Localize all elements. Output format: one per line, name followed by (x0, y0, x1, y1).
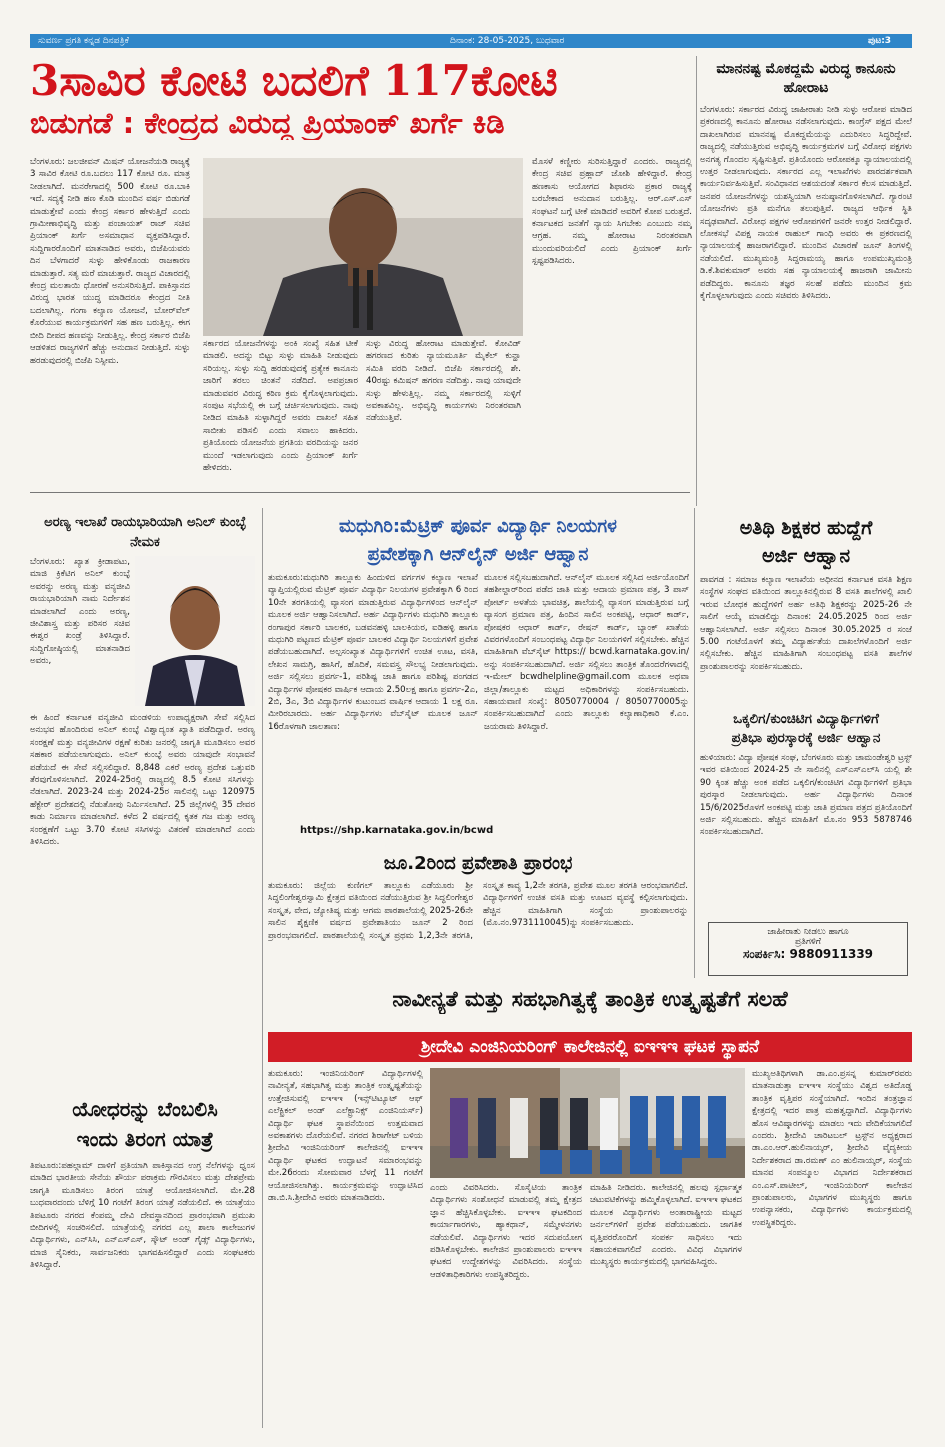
side-story-headline: ಮಾನನಷ್ಟ ಮೊಕದ್ದಮೆ ವಿರುದ್ಧ ಕಾನೂನು ಹೋರಾಟ (716, 61, 896, 96)
lead-headline-line2: ಬಿಡುಗಡೆ : ಕೇಂದ್ರದ ವಿರುದ್ಧ ಪ್ರಿಯಾಂಕ್ ಖರ್ಗೆ ಕಿಡಿ (30, 106, 505, 140)
kumble-intro: ಬೆಂಗಳೂರು: ಖ್ಯಾತ ಕ್ರೀಡಾಪಟು, ಮಾಜಿ ಕ್ರಿಕೆಟಿಗ ಅನಿಲ್ ಕುಂಬ್ಳೆ ಅವರನ್ನು ಅರಣ್ಯ ಮತ್ತು ವನ್ಯಜೀವಿ ರಾಯಭಾರಿಯಾಗಿ ನಾಮ ನಿರ್ದೇಶನ ಮಾಡಲಾಗಿದೆ ಎಂದು ಅರಣ್ಯ, ಜೀವಿಶಾಸ್ತ್ರ ಮತ್ತು ಪರಿಸರ ಸಚಿವ ಈಶ್ವರ ಖಂಡ್ರೆ ತಿಳಿಸಿದ್ದಾರೆ. ಸುದ್ದಿಗೋಷ್ಠಿಯಲ್ಲಿ ಮಾತನಾಡಿದ ಅವರು, (30, 557, 130, 667)
advert-box (708, 922, 908, 976)
scholarship-headline-line2: ಪ್ರತಿಭಾ ಪುರಸ್ಕಾರಕ್ಕೆ ಅರ್ಜಿ ಆಹ್ವಾನ (731, 730, 881, 746)
kumble-text: ಈ ಹಿಂದೆ ಕರ್ನಾಟಕ ವನ್ಯಜೀವಿ ಮಂಡಳಿಯ ಉಪಾಧ್ಯಕ್ಷರಾಗಿ ಸೇವೆ ಸಲ್ಲಿಸಿದ ಅನುಭವ ಹೊಂದಿರುವ ಅನಿಲ್ ಕುಂಬ್ಳೆ ವಿಶ್ವಾದ್ಯಂತ ಖ್ಯಾತಿ ಪಡೆದಿದ್ದಾರೆ. ಅರಣ್ಯ ಸಂರಕ್ಷಣೆ ಮತ್ತು ವನ್ಯಜೀವಿಗಳ ರಕ್ಷಣೆ ಕುರಿತು ಜನರಲ್ಲಿ ಜಾಗೃತಿ ಮೂಡಿಸಲು ಅವರ ಸಹಕಾರ ಪಡೆಯಲಾಗುವುದು. ಅನಿಲ್ ಕುಂಬ್ಳೆ ಅವರು ಯಾವುದೇ ಸಂಭಾವನೆ ಪಡೆಯದೆ ಈ ಸೇವೆ ಸಲ್ಲಿಸಲಿದ್ದಾರೆ. 8,848 ಎಕರೆ ಅರಣ್ಯ ಪ್ರದೇಶ ಒತ್ತುವರಿ ತೆರವುಗೊಳಿಸಲಾಗಿದೆ. 2024-25ರಲ್ಲಿ ರಾಜ್ಯದಲ್ಲಿ 8.5 ಕೋಟಿ ಸಸಿಗಳನ್ನು ನೆಡಲಾಗಿದೆ. 2023-24 ಮತ್ತು 2024-25ರ ಸಾಲಿನಲ್ಲಿ ಒಟ್ಟು 120975 ಹೆಕ್ಟೇರ್ ಪ್ರದೇಶದಲ್ಲಿ ನೆಡುತೋಪು ನಿರ್ಮಿಸಲಾಗಿದೆ. 25 ಜಿಲ್ಲೆಗಳಲ್ಲಿ 35 ದೇವರ ಕಾಡು ನಿರ್ಮಾಣ ಮಾಡಲಾಗಿದೆ. ಕಳೆದ 2 ವರ್ಷದಲ್ಲಿ ಕೃತಕ ಗಜ ಮತ್ತು ಅರಣ್ಯ ಸಂರಕ್ಷಣೆಗೆ ಒಟ್ಟು 3.70 ಕೋಟಿ ಸಸಿಗಳನ್ನು ವಿತರಣೆ ಮಾಡಲಾಗಿದೆ ಎಂದು ತಿಳಿಸಿದರು. (30, 713, 255, 848)
minister-photo (203, 158, 523, 336)
issue-date: ದಿನಾಂಕ: 28-05-2025, ಬುಧವಾರ (450, 36, 565, 46)
lead-story-col1: ಬೆಂಗಳೂರು: ಜಲಜೀವನ್ ಮಿಷನ್ ಯೋಜನೆಯಡಿ ರಾಜ್ಯಕ್ಕೆ 3 ಸಾವಿರ ಕೋಟಿ ರೂ.ಬದಲು 117 ಕೋಟಿ ರೂ. ಮಾತ್ರ ನೀಡಲಾಗಿದೆ. ಮನರೇಗಾದಲ್ಲಿ 500 ಕೋಟಿ ರೂ.ಬಾಕಿ ಇದೆ. ಸದ್ಯಕ್ಕೆ ನೀಡಿ ಹಣ ಕೊಡಿ ಮುಂದಿನ ವರ್ಷ ಬಿಡುಗಡೆ ಮಾಡುತ್ತೇವೆ ಎಂದು ಕೇಂದ್ರ ಸರ್ಕಾರ ಹೇಳುತ್ತಿದೆ ಎಂದು ಗ್ರಾಮೀಣಾಭಿವೃದ್ಧಿ ಮತ್ತು ಪಂಚಾಯತ್ ರಾಜ್ ಸಚಿವ ಪ್ರಿಯಾಂಕ್ ಖರ್ಗೆ ಅಸಮಾಧಾನ ವ್ಯಕ್ತಪಡಿಸಿದ್ದಾರೆ. ಸುದ್ದಿಗಾರರೊಂದಿಗೆ ಮಾತನಾಡಿದ ಅವರು, ಬಿಜೆಪಿಯವರು ದಿನ ಬೆಳಗಾದರೆ ಸುಳ್ಳು ಹೇಳಿಕೊಂಡು ರಾಜಕಾರಣ ಮಾಡುತ್ತಾರೆ. ಸತ್ಯ ಮರೆ ಮಾಚುತ್ತಾರೆ. ರಾಜ್ಯದ ವಿಚಾರದಲ್ಲಿ ಕೇಂದ್ರ ಮಲತಾಯಿ ಧೋರಣೆ ಅನುಸರಿಸುತ್ತಿದೆ. ಪಾಕಿಸ್ತಾನದ ವಿರುದ್ಧ ಭಾರತ ಯುದ್ಧ ಮಾಡಿದರೂ ಕೇಂದ್ರದ ನೀತಿ ಬದಲಾಗಿಲ್ಲ. ಗಂಗಾ ಕಲ್ಯಾಣ ಯೋಜನೆ, ಬೋರ್‌ವೆಲ್ ಕೊರೆಯುವ ಕಾರ್ಯಕ್ರಮಗಳಿಗೆ ಸಹ ಹಣ ಬರುತ್ತಿಲ್ಲ. ಈಗ ಬೀದಿ ದೀಪದ ಹಣವನ್ನು ನೀಡುತ್ತಿಲ್ಲ. ಕೇಂದ್ರ ಸರ್ಕಾರ ಬಿಜೆಪಿ ಆಡಳಿತದ ರಾಜ್ಯಗಳಿಗೆ ಹೆಚ್ಚು ಅನುದಾನ ನೀಡುತ್ತಿದೆ. ಸುಳ್ಳು ಹರಡುವುದರಲ್ಲಿ ಬಿಜೆಪಿ ನಿಸ್ಸೀಮ. (30, 157, 190, 366)
lead-headline-line1: 3ಸಾವಿರ ಕೋಟಿ ಬದಲಿಗೆ 117ಕೋಟಿ (30, 58, 558, 104)
sridevi-col3: ಮಾಹಿತಿ ನೀಡಿದರು. ಕಾಲೇಜಿನಲ್ಲಿ ಹಲವು ಸ್ಪರ್ಧಾತ್ಮಕ ಚಟುವಟಿಕೆಗಳನ್ನು ಹಮ್ಮಿಕೊಳ್ಳಲಾಗಿದೆ. ಐಇಇಇ ಘಟಕದ ಮೂಲಕ ವಿದ್ಯಾರ್ಥಿಗಳು ಅಂತಾರಾಷ್ಟ್ರೀಯ ಮಟ್ಟದ ಜರ್ನಲ್‌ಗಳಿಗೆ ಪ್ರವೇಶ ಪಡೆಯಬಹುದು. ಜಾಗತಿಕ ವೃತ್ತಿಪರರೊಂದಿಗೆ ಸಂಪರ್ಕ ಸಾಧಿಸಲು ಇದು ಸಹಾಯಕವಾಗಲಿದೆ ಎಂದರು. ವಿವಿಧ ವಿಭಾಗಗಳ ಮುಖ್ಯಸ್ಥರು ಕಾರ್ಯಕ್ರಮದಲ್ಲಿ ಭಾಗವಹಿಸಿದ್ದರು. (590, 1183, 742, 1268)
advert-line2: ಪ್ರತಿಗಳಿಗೆ (795, 937, 821, 947)
advert-line1: ಜಾಹೀರಾತು ನೀಡಲು ಹಾಗೂ (767, 927, 849, 937)
lead-story-col3: ಸುಳ್ಳು ವಿರುದ್ಧ ಹೋರಾಟ ಮಾಡುತ್ತೇವೆ. ಕೋವಿಡ್ ಹಗರಣದ ಕುರಿತು ನ್ಯಾಯಮೂರ್ತಿ ಮೈಕೆಲ್ ಕುನ್ಹಾ ಸಮಿತಿ ವರದಿ ನೀಡಿದೆ. ಬಿಜೆಪಿ ಸರ್ಕಾರದಲ್ಲಿ ಶೇ. 40ರಷ್ಟು ಕಮಿಷನ್ ಹಗರಣ ನಡೆದಿತ್ತು. ನಾವು ಯಾವುದೇ ಸುಳ್ಳು ಹೇಳುತ್ತಿಲ್ಲ. ನಮ್ಮ ಸರ್ಕಾರದಲ್ಲಿ ಸುಳ್ಳಿಗೆ ಅವಕಾಶವಿಲ್ಲ. ಅಭಿವೃದ್ಧಿ ಕಾರ್ಯಗಳು ನಿರಂತರವಾಗಿ ನಡೆಯುತ್ತಿವೆ. (366, 339, 521, 424)
guest-teacher-text: ಪಾವಗಡ : ಸಮಾಜ ಕಲ್ಯಾಣ ಇಲಾಖೆಯ ಅಧೀನದ ಕರ್ನಾಟಕ ವಸತಿ ಶಿಕ್ಷಣ ಸಂಸ್ಥೆಗಳ ಸಂಘದ ವತಿಯಿಂದ ತಾಲ್ಲೂಕಿನಲ್ಲಿರುವ 8 ವಸತಿ ಶಾಲೆಗಳಲ್ಲಿ ಖಾಲಿ ಇರುವ ಬೋಧಕ ಹುದ್ದೆಗಳಿಗೆ ಅರ್ಹ ಅತಿಥಿ ಶಿಕ್ಷಕರನ್ನು 2025-26 ನೇ ಸಾಲಿಗೆ ಆಯ್ಕೆ ಮಾಡಲಿದ್ದು ದಿನಾಂಕ: 24.05.2025 ರಿಂದ ಅರ್ಜಿ ಆಹ್ವಾನಿಸಲಾಗಿದೆ. ಅರ್ಜಿ ಸಲ್ಲಿಸಲು ದಿನಾಂಕ 30.05.2025 ರ ಸಂಜೆ 5.00 ಗಂಟೆಯೊಳಗೆ ತಮ್ಮ ವಿದ್ಯಾರ್ಹತೆಯ ದಾಖಲೆಗಳೊಂದಿಗೆ ಅರ್ಜಿ ಸಲ್ಲಿಸಬೇಕು. ಹೆಚ್ಚಿನ ಮಾಹಿತಿಗಾಗಿ ಸಂಬಂಧಪಟ್ಟ ವಸತಿ ಶಾಲೆಗಳ ಪ್ರಾಂಶುಪಾಲರನ್ನು ಸಂಪರ್ಕಿಸಬಹುದು. (700, 575, 912, 672)
page-number: ಪುಟ:3 (868, 36, 892, 46)
lead-story-col2: ಸರ್ಕಾರದ ಯೋಜನೆಗಳನ್ನು ಅಂಕಿ ಸಂಖ್ಯೆ ಸಹಿತ ಟೀಕೆ ಮಾಡಲಿ. ಅದನ್ನು ಬಿಟ್ಟು ಸುಳ್ಳು ಮಾಹಿತಿ ನೀಡುವುದು ಸರಿಯಲ್ಲ. ಸುಳ್ಳು ಸುದ್ದಿ ಹರಡುವುದಕ್ಕೆ ಪ್ರತ್ಯೇಕ ಕಾನೂನು ಜಾರಿಗೆ ತರಲು ಚಿಂತನೆ ನಡೆದಿದೆ. ಅಪಪ್ರಚಾರ ಮಾಡುವವರ ವಿರುದ್ಧ ಕಠಿಣ ಕ್ರಮ ಕೈಗೊಳ್ಳಲಾಗುವುದು. ಸಂಪುಟ ಸಭೆಯಲ್ಲಿ ಈ ಬಗ್ಗೆ ಚರ್ಚಿಸಲಾಗುವುದು. ನಾವು ನೀಡಿದ ಮಾಹಿತಿ ಸುಳ್ಳಾಗಿದ್ದರೆ ಅವರು ದಾಖಲೆ ಸಹಿತ ಸಾಬೀತು ಪಡಿಸಲಿ ಎಂದು ಸವಾಲು ಹಾಕಿದರು. ಪ್ರತಿಯೊಂದು ಯೋಜನೆಯ ಪ್ರಗತಿಯ ವರದಿಯನ್ನು ಜನರ ಮುಂದೆ ಇಡಲಾಗುವುದು ಎಂದು ಪ್ರಿಯಾಂಕ್ ಖರ್ಗೆ ಹೇಳಿದರು. (203, 339, 358, 474)
madhugiri-headline-line2: ಪ್ರವೇಶಕ್ಕಾಗಿ ಆನ್‌ಲೈನ್ ಅರ್ಜಿ ಆಹ್ವಾನ (367, 544, 589, 565)
kumble-headline: ಅರಣ್ಯ ಇಲಾಖೆ ರಾಯಭಾರಿಯಾಗಿ ಅನಿಲ್ ಕುಂಬ್ಳೆ ನೇಮಕ (44, 515, 246, 550)
admission-headline: ಜೂ.2ರಿಂದ ಪ್ರವೇಶಾತಿ ಪ್ರಾರಂಭ (383, 853, 573, 874)
admission-text: ತುಮಕೂರು: ಜಿಲ್ಲೆಯ ಕುಣಿಗಲ್ ತಾಲ್ಲೂಕು ಎಡೆಯೂರು ಶ್ರೀ ಸಿದ್ಧಲಿಂಗೇಶ್ವರಸ್ವಾಮಿ ಕ್ಷೇತ್ರದ ವತಿಯಿಂದ ನಡೆಯುತ್ತಿರುವ ಶ್ರೀ ಸಿದ್ಧಲಿಂಗೇಶ್ವರ ಸಂಸ್ಕೃತ, ವೇದ, ಜ್ಯೋತಿಷ್ಯ ಮತ್ತು ಆಗಮ ಪಾಠಶಾಲೆಯಲ್ಲಿ 2025-26ನೇ ಸಾಲಿನ ಶೈಕ್ಷಣಿಕ ವರ್ಷದ ಪ್ರವೇಶಾತಿಯು ಜೂನ್ 2 ರಿಂದ ಪ್ರಾರಂಭವಾಗಲಿದೆ. ಪಾಠಶಾಲೆಯಲ್ಲಿ ಸಂಸ್ಕೃತ ಪ್ರಥಮ 1,2,3ನೇ ತರಗತಿ, ಸಂಸ್ಕೃತ ಕಾವ್ಯ 1,2ನೇ ತರಗತಿ, ಪ್ರವೇಶ ಮೂಲ ತರಗತಿ ಆರಂಭವಾಗಲಿದೆ. ವಿದ್ಯಾರ್ಥಿಗಳಿಗೆ ಉಚಿತ ವಸತಿ ಮತ್ತು ಊಟದ ವ್ಯವಸ್ಥೆ ಕಲ್ಪಿಸಲಾಗುವುದು. ಹೆಚ್ಚಿನ ಮಾಹಿತಿಗಾಗಿ ಸಂಸ್ಥೆಯ ಪ್ರಾಂಶುಪಾಲರನ್ನು (ಮೊ.ನಂ.9731110045)ನ್ನು ಸಂಪರ್ಕಿಸಬಹುದು. (268, 881, 688, 941)
yodharu-text: ತಿಪಟೂರು:ಪಹಲ್ಗಾಮ್ ದಾಳಿಗೆ ಪ್ರತಿಯಾಗಿ ಪಾಕಿಸ್ತಾನದ ಉಗ್ರ ನೆಲೆಗಳನ್ನು ಧ್ವಂಸ ಮಾಡಿದ ಭಾರತೀಯ ಸೇನೆಯ ಶೌರ್ಯ ಪರಾಕ್ರಮ ಗೌರವಿಸಲು ಮತ್ತು ದೇಶಪ್ರೇಮ ಜಾಗೃತಿ ಮೂಡಿಸಲು ತಿರಂಗ ಯಾತ್ರೆ ಆಯೋಜಿಸಲಾಗಿದೆ. ಮೇ.28 ಬುಧವಾರದಂದು ಬೆಳಿಗ್ಗೆ 10 ಗಂಟೆಗೆ ತಿರಂಗ ಯಾತ್ರೆ ನಡೆಯಲಿದೆ. ಈ ಯಾತ್ರೆಯು ತಿಪಟೂರು ನಗರದ ಕೆಂಪಮ್ಮ ದೇವಿ ದೇವಸ್ಥಾನದಿಂದ ಪ್ರಾರಂಭವಾಗಿ ಪ್ರಮುಖ ಬೀದಿಗಳಲ್ಲಿ ಸಂಚರಿಸಲಿದೆ. ಯಾತ್ರೆಯಲ್ಲಿ ನಗರದ ಎಲ್ಲ ಶಾಲಾ ಕಾಲೇಜುಗಳ ವಿದ್ಯಾರ್ಥಿಗಳು, ಎನ್‌ಸಿಸಿ, ಎನ್‌ಎಸ್‌ಎಸ್, ಸ್ಕೌಟ್ ಅಂಡ್ ಗೈಡ್ಸ್ ವಿದ್ಯಾರ್ಥಿಗಳು, ಮಾಜಿ ಸೈನಿಕರು, ಸಾರ್ವಜನಿಕರು ಭಾಗವಹಿಸಲಿದ್ದಾರೆ ಎಂದು ಸಂಘಟಕರು ತಿಳಿಸಿದ್ದಾರೆ. (30, 1161, 255, 1271)
madhugiri-headline-line1: ಮಧುಗಿರಿ:ಮೆಟ್ರಿಕ್ ಪೂರ್ವ ವಿದ್ಯಾರ್ಥಿ ನಿಲಯಗಳ (339, 516, 617, 537)
guest-teacher-headline-line2: ಅರ್ಜಿ ಆಹ್ವಾನ (761, 545, 851, 567)
lead-story-col4: ಮೊಸಳೆ ಕಣ್ಣೀರು ಸುರಿಸುತ್ತಿದ್ದಾರೆ ಎಂದರು. ರಾಜ್ಯದಲ್ಲಿ ಕೇಂದ್ರ ಸಚಿವ ಪ್ರಹ್ಲಾದ್ ಜೋಶಿ ಹೇಳಿದ್ದಾರೆ. ಕೇಂದ್ರ ಹಣಕಾಸು ಆಯೋಗದ ಶಿಫಾರಸು ಪ್ರಕಾರ ರಾಜ್ಯಕ್ಕೆ ಬರಬೇಕಾದ ಅನುದಾನ ಬರುತ್ತಿಲ್ಲ. ಆರ್.ಎಸ್.ಎಸ್ ಸಂಘಟನೆ ಬಗ್ಗೆ ಟೀಕೆ ಮಾಡಿದರೆ ಅವರಿಗೆ ಕೋಪ ಬರುತ್ತದೆ. ಕರ್ನಾಟಕದ ಜನತೆಗೆ ನ್ಯಾಯ ಸಿಗಬೇಕು ಎಂಬುದು ನಮ್ಮ ಆಗ್ರಹ. ನಮ್ಮ ಹೋರಾಟ ನಿರಂತರವಾಗಿ ಮುಂದುವರಿಯಲಿದೆ ಎಂದು ಪ್ರಿಯಾಂಕ್ ಖರ್ಗೆ ಸ್ಪಷ್ಟಪಡಿಸಿದರು. (532, 157, 692, 267)
yodharu-headline-line1: ಯೋಧರನ್ನು ಬೆಂಬಲಿಸಿ (72, 1097, 218, 1121)
column-rule (694, 508, 695, 978)
masthead-bar (30, 34, 912, 48)
sridevi-banner: ಶ್ರೀದೇವಿ ಎಂಜಿನಿಯರಿಂಗ್ ಕಾಲೇಜಿನಲ್ಲಿ ಐಇಇಇ ಘಟಕ ಸ್ಥಾಪನೆ (268, 1032, 912, 1062)
sridevi-headline: ನಾವೀನ್ಯತೆ ಮತ್ತು ಸಹಭಾಗಿತ್ವಕ್ಕೆ ತಾಂತ್ರಿಕ ಉತ್ಕೃಷ್ಟತೆಗೆ ಸಲಹೆ (392, 987, 788, 1011)
advert-contact: ಸಂಪರ್ಕಿಸಿ: 9880911339 (742, 947, 874, 961)
madhugiri-col1: ತುಮಕೂರು:ಮಧುಗಿರಿ ತಾಲ್ಲೂಕು ಹಿಂದುಳಿದ ವರ್ಗಗಳ ಕಲ್ಯಾಣ ಇಲಾಖೆ ವ್ಯಾಪ್ತಿಯಲ್ಲಿರುವ ಮೆಟ್ರಿಕ್ ಪೂರ್ವ ವಿದ್ಯಾರ್ಥಿ ನಿಲಯಗಳ ಪ್ರವೇಶಕ್ಕಾಗಿ 6 ರಿಂದ 10ನೇ ತರಗತಿಯಲ್ಲಿ ವ್ಯಾಸಂಗ ಮಾಡುತ್ತಿರುವ ವಿದ್ಯಾರ್ಥಿಗಳಿಂದ ಆನ್‌ಲೈನ್ ಮೂಲಕ ಅರ್ಜಿ ಆಹ್ವಾನಿಸಲಾಗಿದೆ. ಅರ್ಹ ವಿದ್ಯಾರ್ಥಿಗಳು ಮಧುಗಿರಿ ತಾಲ್ಲೂಕು ರಂಗಾಪುರ ಸರ್ಕಾರಿ ಬಾಲಕರ, ಬಡವನಹಳ್ಳಿ ಬಾಲಕಿಯರ, ಐಡಿಹಳ್ಳಿ ಹಾಗೂ ಮಧುಗಿರಿ ಪಟ್ಟಣದ ಮೆಟ್ರಿಕ್ ಪೂರ್ವ ಬಾಲಕರ ವಿದ್ಯಾರ್ಥಿ ನಿಲಯಗಳಿಗೆ ಪ್ರವೇಶ ಪಡೆಯಬಹುದಾಗಿದೆ. ಅಲ್ಪಸಂಖ್ಯಾತ ವಿದ್ಯಾರ್ಥಿಗಳಿಗೆ ಉಚಿತ ಊಟ, ವಸತಿ, ಲೇಖನ ಸಾಮಗ್ರಿ, ಹಾಸಿಗೆ, ಹೊದಿಕೆ, ಸಮವಸ್ತ್ರ ಸೌಲಭ್ಯ ನೀಡಲಾಗುವುದು. ಅರ್ಜಿ ಸಲ್ಲಿಸಲು ಪ್ರವರ್ಗ-1, ಪರಿಶಿಷ್ಟ ಜಾತಿ ಹಾಗೂ ಪರಿಶಿಷ್ಟ ಪಂಗಡದ ವಿದ್ಯಾರ್ಥಿಗಳ ಪೋಷಕರ ವಾರ್ಷಿಕ ಆದಾಯ 2.50ಲಕ್ಷ ಹಾಗೂ ಪ್ರವರ್ಗ-2ಎ, 2ಬಿ, 3ಎ, 3ಬಿ ವಿದ್ಯಾರ್ಥಿಗಳ ಕುಟುಂಬದ ವಾರ್ಷಿಕ ಆದಾಯ 1 ಲಕ್ಷ ರೂ. ಮೀರಿರಬಾರದು. ಅರ್ಹ ವಿದ್ಯಾರ್ಥಿಗಳು ವೆಬ್‌ಸೈಟ್ ಮೂಲಕ ಜೂನ್ 16ರೊಳಗಾಗಿ ಜಾಲತಾಣ: (268, 573, 478, 732)
sridevi-col2: ಎಂದು ವಿವರಿಸಿದರು. ಸೊಸೈಟಿಯ ತಾಂತ್ರಿಕ ವಿದ್ಯಾರ್ಥಿಗಳು ಸಂಶೋಧನೆ ಮಾಡುವಲ್ಲಿ ತಮ್ಮ ಕ್ಷೇತ್ರದ ಜ್ಞಾನ ಹೆಚ್ಚಿಸಿಕೊಳ್ಳಬೇಕು. ಐಇಇಇ ಘಟಕದಿಂದ ಕಾರ್ಯಾಗಾರಗಳು, ಹ್ಯಾಕಥಾನ್, ಸಮ್ಮೇಳನಗಳು ನಡೆಯಲಿವೆ. ವಿದ್ಯಾರ್ಥಿಗಳು ಇದರ ಸದುಪಯೋಗ ಪಡಿಸಿಕೊಳ್ಳಬೇಕು. ಕಾಲೇಜಿನ ಪ್ರಾಂಶುಪಾಲರು ಐಇಇಇ ಘಟಕದ ಉದ್ದೇಶಗಳನ್ನು ವಿವರಿಸಿದರು. ಸಂಸ್ಥೆಯ ಆಡಳಿತಾಧಿಕಾರಿಗಳು ಉಪಸ್ಥಿತರಿದ್ದರು. (430, 1183, 582, 1280)
column-rule (696, 56, 697, 506)
side-story-text: ಬೆಂಗಳೂರು: ಸರ್ಕಾರದ ವಿರುದ್ಧ ಜಾಹೀರಾತು ನೀಡಿ ಸುಳ್ಳು ಆರೋಪ ಮಾಡಿದ ಪ್ರಕರಣದಲ್ಲಿ ಕಾನೂನು ಹೋರಾಟ ನಡೆಸಲಾಗುವುದು. ಕಾಂಗ್ರೆಸ್ ಪಕ್ಷದ ಮೇಲೆ ದಾಖಲಾಗಿರುವ ಮಾನನಷ್ಟ ಮೊಕದ್ದಮೆಯನ್ನು ಎದುರಿಸಲು ಸಿದ್ಧರಿದ್ದೇವೆ. ರಾಜ್ಯದಲ್ಲಿ ನಡೆಯುತ್ತಿರುವ ಅಭಿವೃದ್ಧಿ ಕಾರ್ಯಕ್ರಮಗಳ ಬಗ್ಗೆ ವಿರೋಧ ಪಕ್ಷಗಳು ಅನಗತ್ಯ ಗೊಂದಲ ಸೃಷ್ಟಿಸುತ್ತಿವೆ. ಪ್ರತಿಯೊಂದು ಆರೋಪಕ್ಕೂ ನ್ಯಾಯಾಲಯದಲ್ಲಿ ಉತ್ತರ ನೀಡಲಾಗುವುದು. ಸರ್ಕಾರದ ಎಲ್ಲ ಇಲಾಖೆಗಳು ಪಾರದರ್ಶಕವಾಗಿ ಕಾರ್ಯನಿರ್ವಹಿಸುತ್ತಿವೆ. ಸಂವಿಧಾನದ ಆಶಯದಂತೆ ಸರ್ಕಾರ ಕೆಲಸ ಮಾಡುತ್ತಿದೆ. ಜನಪರ ಯೋಜನೆಗಳನ್ನು ಯಶಸ್ವಿಯಾಗಿ ಅನುಷ್ಠಾನಗೊಳಿಸಲಾಗಿದೆ. ಗ್ಯಾರಂಟಿ ಯೋಜನೆಗಳು ಪ್ರತಿ ಮನೆಗೂ ತಲುಪುತ್ತಿವೆ. ರಾಜ್ಯದ ಆರ್ಥಿಕ ಸ್ಥಿತಿ ಸದೃಢವಾಗಿದೆ. ವಿರೋಧ ಪಕ್ಷಗಳ ಆರೋಪಗಳಿಗೆ ಜನರೇ ಉತ್ತರ ನೀಡಲಿದ್ದಾರೆ. ಲೋಕಸಭೆ ವಿಪಕ್ಷ ನಾಯಕ ರಾಹುಲ್ ಗಾಂಧಿ ಅವರು ಈ ಪ್ರಕರಣದಲ್ಲಿ ನ್ಯಾಯಾಲಯಕ್ಕೆ ಹಾಜರಾಗಲಿದ್ದಾರೆ. ಮುಂದಿನ ವಿಚಾರಣೆ ಜೂನ್ ತಿಂಗಳಲ್ಲಿ ನಡೆಯಲಿದೆ. ಮುಖ್ಯಮಂತ್ರಿ ಸಿದ್ದರಾಮಯ್ಯ ಹಾಗೂ ಉಪಮುಖ್ಯಮಂತ್ರಿ ಡಿ.ಕೆ.ಶಿವಕುಮಾರ್ ಅವರು ಸಹ ನ್ಯಾಯಾಲಯಕ್ಕೆ ಹಾಜರಾಗಿ ಜಾಮೀನು ಪಡೆದಿದ್ದರು. ಕಾನೂನು ತಜ್ಞರ ಸಲಹೆ ಪಡೆದು ಮುಂದಿನ ಕ್ರಮ ಕೈಗೊಳ್ಳಲಾಗುವುದು ಎಂದು ಸಚಿವರು ತಿಳಿಸಿದರು. (700, 105, 912, 302)
column-rule (262, 508, 263, 1428)
madhugiri-url: https://shp.karnataka.gov.in/bcwd (300, 825, 494, 836)
sridevi-col4: ಮುಖ್ಯಅತಿಥಿಗಳಾಗಿ ಡಾ.ಎಂ.ಪ್ರಸನ್ನ ಕುಮಾರ್‌ರವರು ಮಾತನಾಡುತ್ತಾ ಐಇಇಇ ಸಂಸ್ಥೆಯು ವಿಶ್ವದ ಅತಿದೊಡ್ಡ ತಾಂತ್ರಿಕ ವೃತ್ತಿಪರ ಸಂಸ್ಥೆಯಾಗಿದೆ. ಇಂದಿನ ತಂತ್ರಜ್ಞಾನ ಕ್ಷೇತ್ರದಲ್ಲಿ ಇದರ ಪಾತ್ರ ಮಹತ್ವದ್ದಾಗಿದೆ. ವಿದ್ಯಾರ್ಥಿಗಳು ಹೊಸ ಆವಿಷ್ಕಾರಗಳನ್ನು ಮಾಡಲು ಇದು ವೇದಿಕೆಯಾಗಲಿದೆ ಎಂದರು. ಶ್ರೀದೇವಿ ಚಾರಿಟಬಲ್ ಟ್ರಸ್ಟ್‌ನ ಅಧ್ಯಕ್ಷರಾದ ಡಾ.ಎಂ.ಆರ್.ಹುಲಿನಾಯ್ಕರ್, ಶ್ರೀದೇವಿ ವೈದ್ಯಕೀಯ ನಿರ್ದೇಶಕರಾದ ಡಾ.ರಮಣ್ ಎಂ ಹುಲಿನಾಯ್ಕರ್, ಸಂಸ್ಥೆಯ ಮಾನವ ಸಂಪನ್ಮೂಲ ವಿಭಾಗದ ನಿರ್ದೇಶಕರಾದ ಎಂ.ಎಸ್.ಪಾಟೀಲ್, ಇಂಜಿನಿಯರಿಂಗ್ ಕಾಲೇಜಿನ ಪ್ರಾಂಶುಪಾಲರು, ವಿಭಾಗಗಳ ಮುಖ್ಯಸ್ಥರು ಹಾಗೂ ಉಪನ್ಯಾಸಕರು, ವಿದ್ಯಾರ್ಥಿಗಳು ಕಾರ್ಯಕ್ರಮದಲ್ಲಿ ಉಪಸ್ಥಿತರಿದ್ದರು. (752, 1069, 912, 1228)
sridevi-col1: ತುಮಕೂರು: ಇಂಜಿನಿಯರಿಂಗ್ ವಿದ್ಯಾರ್ಥಿಗಳಲ್ಲಿ ನಾವೀನ್ಯತೆ, ಸಹಭಾಗಿತ್ವ ಮತ್ತು ತಾಂತ್ರಿಕ ಉತ್ಕೃಷ್ಟತೆಯನ್ನು ಉತ್ತೇಜಿಸುವಲ್ಲಿ ಐಇಇಇ (ಇನ್ಸ್‌ಟಿಟ್ಯೂಟ್ ಆಫ್ ಎಲೆಕ್ಟ್ರಿಕಲ್ ಅಂಡ್ ಎಲೆಕ್ಟ್ರಾನಿಕ್ಸ್ ಎಂಜಿನಿಯರ್ಸ್) ವಿದ್ಯಾರ್ಥಿ ಘಟಕ ಸ್ಥಾಪನೆಯಿಂದ ಉತ್ತಮವಾದ ಅವಕಾಶಗಳು ದೊರೆಯಲಿವೆ. ನಗರದ ಶಿರಾಗೇಟ್ ಬಳಿಯ ಶ್ರೀದೇವಿ ಇಂಜಿನಿಯರಿಂಗ್ ಕಾಲೇಜಿನಲ್ಲಿ ಐಇಇಇ ವಿದ್ಯಾರ್ಥಿ ಘಟಕದ ಉದ್ಘಾಟನೆ ಸಮಾರಂಭವನ್ನು ಮೇ.26ರಂದು ಸೋಮವಾರ ಬೆಳಗ್ಗೆ 11 ಗಂಟೆಗೆ ಆಯೋಜಿಸಲಾಗಿತ್ತು. ಕಾರ್ಯಕ್ರಮವನ್ನು ಉದ್ಘಾಟಿಸಿದ ಡಾ.ಬಿ.ಸಿ.ಶ್ರೀದೇವಿ ಅವರು ಮಾತನಾಡಿದರು. (268, 1069, 423, 1204)
guest-teacher-headline-line1: ಅತಿಥಿ ಶಿಕ್ಷಕರ ಹುದ್ದೆಗೆ (739, 517, 873, 539)
yodharu-headline-line2: ಇಂದು ತಿರಂಗ ಯಾತ್ರೆ (76, 1127, 214, 1151)
kumble-photo (135, 556, 255, 706)
scholarship-headline-line1: ಒಕ್ಕಲಿಗ/ಕುಂಚಿಟಿಗ ವಿದ್ಯಾರ್ಥಿಗಳಿಗೆ (733, 711, 879, 727)
divider (30, 492, 690, 493)
event-group-photo (430, 1068, 745, 1178)
paper-name: ಸುವರ್ಣ ಪ್ರಗತಿ ಕನ್ನಡ ದಿನಪತ್ರಿಕೆ (38, 36, 129, 46)
madhugiri-col2: ಮೂಲಕ ಸಲ್ಲಿಸಬಹುದಾಗಿದೆ. ಆನ್‌ಲೈನ್ ಮೂಲಕ ಸಲ್ಲಿಸಿದ ಅರ್ಜಿಯೊಂದಿಗೆ ತಹಶೀಲ್ದಾರ್‌ರಿಂದ ಪಡೆದ ಜಾತಿ ಮತ್ತು ಆದಾಯ ಪ್ರಮಾಣ ಪತ್ರ, 3 ಪಾಸ್ ಪೋರ್ಟ್ ಅಳತೆಯ ಭಾವಚಿತ್ರ, ಶಾಲೆಯಲ್ಲಿ ವ್ಯಾಸಂಗ ಮಾಡುತ್ತಿರುವ ಬಗ್ಗೆ ವ್ಯಾಸಂಗ ಪ್ರಮಾಣ ಪತ್ರ, ಹಿಂದಿನ ಸಾಲಿನ ಅಂಕಪಟ್ಟಿ, ಆಧಾರ್ ಕಾರ್ಡ್, ಪೋಷಕರ ಆಧಾರ್ ಕಾರ್ಡ್, ರೇಷನ್ ಕಾರ್ಡ್, ಬ್ಯಾಂಕ್ ಖಾತೆಯ ವಿವರಗಳೊಂದಿಗೆ ಸಂಬಂಧಪಟ್ಟ ವಿದ್ಯಾರ್ಥಿ ನಿಲಯಗಳಿಗೆ ಸಲ್ಲಿಸಬೇಕು. ಹೆಚ್ಚಿನ ಮಾಹಿತಿಗಾಗಿ ವೆಬ್‌ಸೈಟ್ https:// bcwd.karnataka.gov.in/ ಅನ್ನು ಸಂಪರ್ಕಿಸಬಹುದಾಗಿದೆ. ಅರ್ಜಿ ಸಲ್ಲಿಸಲು ತಾಂತ್ರಿಕ ತೊಂದರೆಗಳಾದಲ್ಲಿ ಇ-ಮೇಲ್ bcwdhelpline@gmail.com ಮೂಲಕ ಅಥವಾ ಜಿಲ್ಲಾ/ತಾಲ್ಲೂಕು ಮಟ್ಟದ ಅಧಿಕಾರಿಗಳನ್ನು ಸಂಪರ್ಕಿಸಬಹುದು. ಸಹಾಯವಾಣಿ ಸಂಖ್ಯೆ: 8050770004 / 8050770005ನ್ನು ಸಂಪರ್ಕಿಸಬಹುದಾಗಿದೆ ಎಂದು ತಾಲ್ಲೂಕು ಕಲ್ಯಾಣಾಧಿಕಾರಿ ಕೆ.ಎಂ. ಜಯರಾಮ ತಿಳಿಸಿದ್ದಾರೆ. (484, 573, 689, 732)
scholarship-text: ಹುಳಿಯಾರು: ವಿದ್ಯಾ ಪೋಷಕ ಸಂಘ, ಬೆಂಗಳೂರು ಮತ್ತು ಚಾಮಂಡೇಶ್ವರಿ ಟ್ರಸ್ಟ್ ಇವರ ವತಿಯಿಂದ 2024-25 ನೇ ಸಾಲಿನಲ್ಲಿ ಎಸ್‌ಎಸ್‌ಎಲ್‌ಸಿ ಯಲ್ಲಿ ಶೇ 90 ಕ್ಕಿಂತ ಹೆಚ್ಚು ಅಂಕ ಪಡೆದ ಒಕ್ಕಲಿಗ/ಕುಂಚಿಟಿಗ ವಿದ್ಯಾರ್ಥಿಗಳಿಗೆ ಪ್ರತಿಭಾ ಪುರಸ್ಕಾರ ನೀಡಲಾಗುವುದು. ಅರ್ಹ ವಿದ್ಯಾರ್ಥಿಗಳು ದಿನಾಂಕ 15/6/2025ರೊಳಗೆ ಅಂಕಪಟ್ಟಿ ಮತ್ತು ಜಾತಿ ಪ್ರಮಾಣ ಪತ್ರದ ಪ್ರತಿಯೊಂದಿಗೆ ಅರ್ಜಿ ಸಲ್ಲಿಸಬಹುದು. ಹೆಚ್ಚಿನ ಮಾಹಿತಿಗೆ ಮೊ.ನಂ 953 5878746 ಸಂಪರ್ಕಿಸಬಹುದಾಗಿದೆ. (700, 753, 912, 838)
